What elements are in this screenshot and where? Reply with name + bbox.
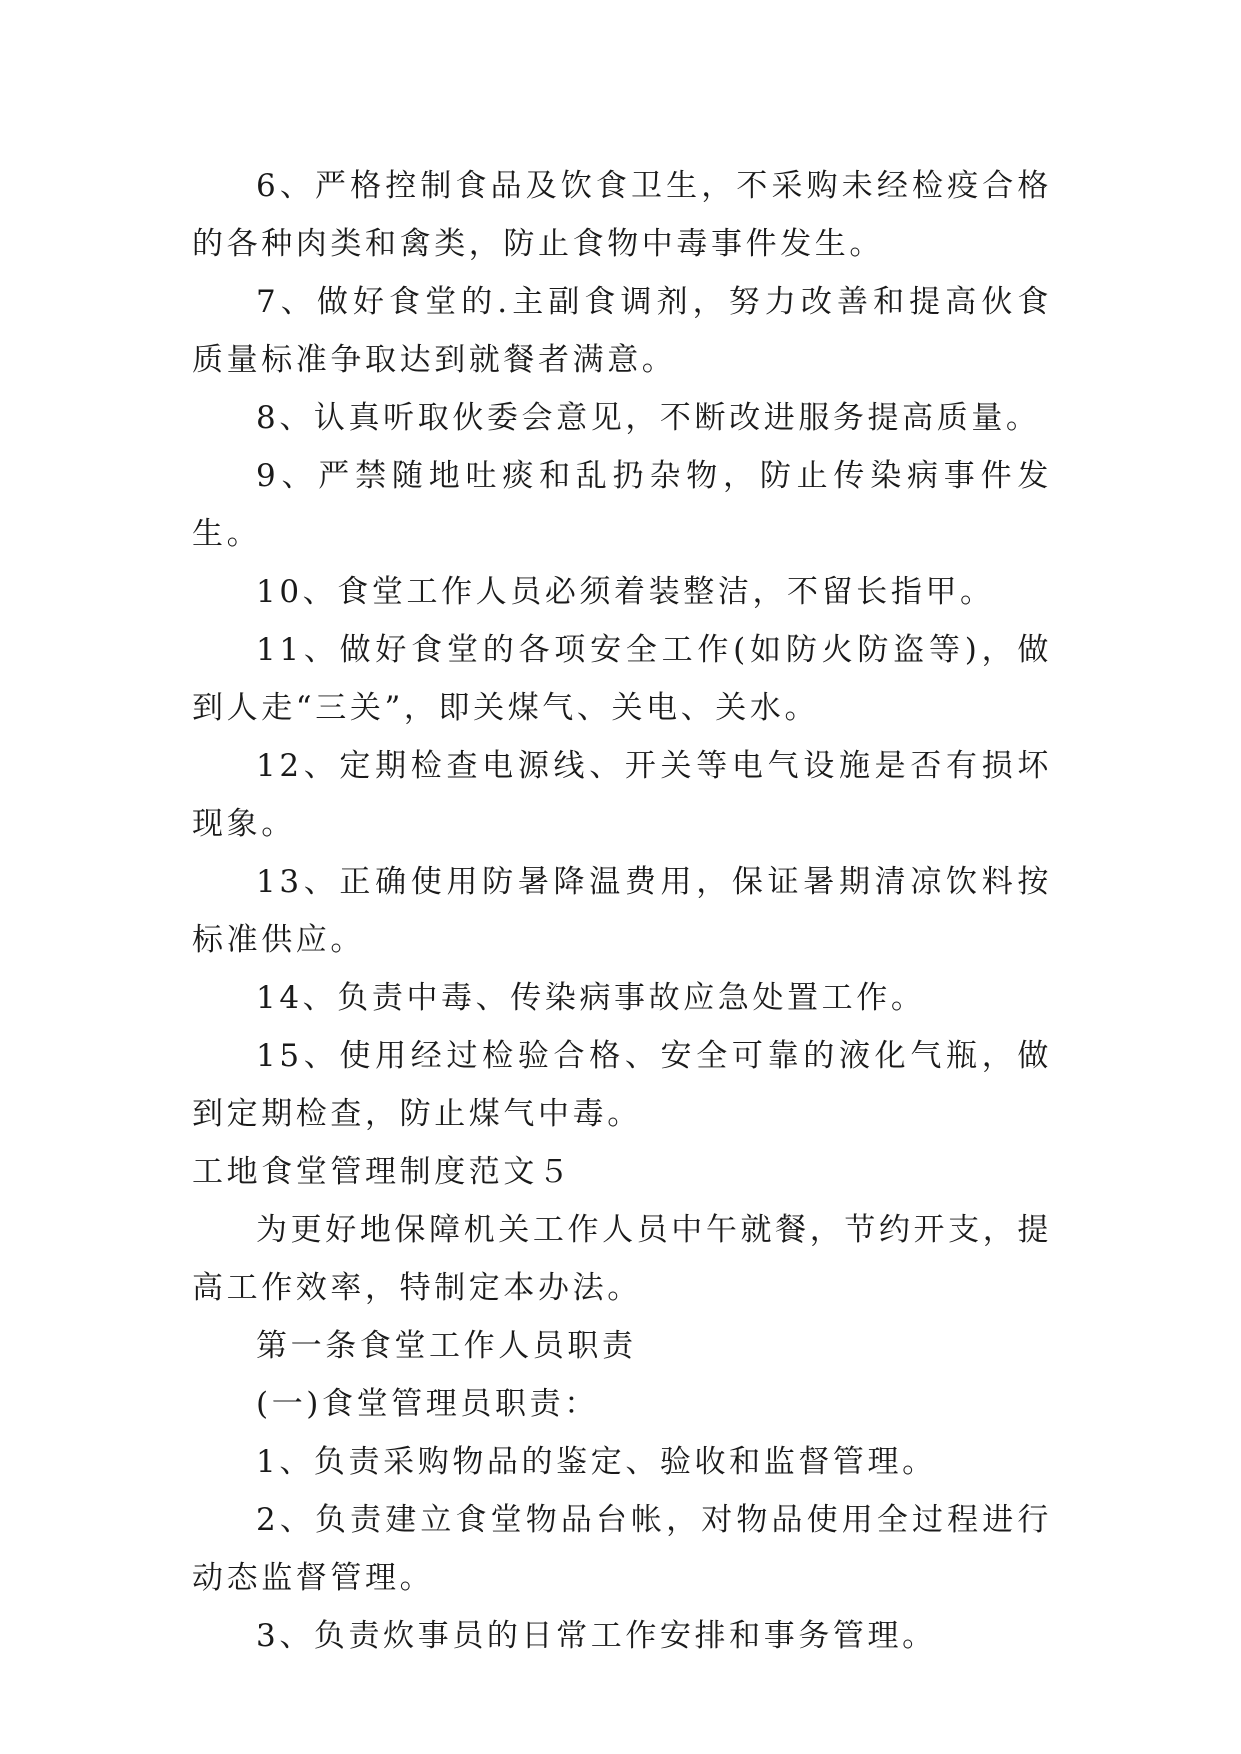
duty-item-3: 3、负责炊事员的日常工作安排和事务管理。 [256, 1618, 937, 1654]
paragraph-item-10: 10、食堂工作人员必须着装整洁，不留长指甲。 [256, 574, 995, 610]
paragraph-item-13: 13、正确使用防暑降温费用，保证暑期清凉饮料按标准供应。 [192, 864, 1052, 958]
paragraph-item-14: 14、负责中毒、传染病事故应急处置工作。 [256, 980, 926, 1016]
section-intro-paragraph: 为更好地保障机关工作人员中午就餐，节约开支，提高工作效率，特制定本办法。 [192, 1212, 1052, 1306]
article-title: 第一条食堂工作人员职责 [256, 1328, 637, 1364]
paragraph-item-6: 6、严格控制食品及饮食卫生，不采购未经检疫合格的各种肉类和禽类，防止食物中毒事件发生。 [192, 168, 1052, 262]
paragraph-item-11: 11、做好食堂的各项安全工作(如防火防盗等)，做到人走“三关”，即关煤气、关电、关水。 [192, 632, 1052, 726]
document-body [192, 157, 1052, 1665]
paragraph-item-9: 9、严禁随地吐痰和乱扔杂物，防止传染病事件发生。 [192, 458, 1052, 552]
paragraph-item-12: 12、定期检查电源线、开关等电气设施是否有损坏现象。 [192, 748, 1052, 842]
duty-item-2: 2、负责建立食堂物品台帐，对物品使用全过程进行动态监督管理。 [192, 1502, 1052, 1596]
paragraph-item-7: 7、做好食堂的.主副食调剂，努力改善和提高伙食质量标准争取达到就餐者满意。 [192, 284, 1052, 378]
paragraph-item-8: 8、认真听取伙委会意见，不断改进服务提高质量。 [256, 400, 1041, 436]
paragraph-item-15: 15、使用经过检验合格、安全可靠的液化气瓶，做到定期检查，防止煤气中毒。 [192, 1038, 1052, 1132]
section-heading: 工地食堂管理制度范文５ [192, 1154, 573, 1190]
subsection-title: (一)食堂管理员职责： [256, 1386, 599, 1422]
duty-item-1: 1、负责采购物品的鉴定、验收和监督管理。 [256, 1444, 937, 1480]
